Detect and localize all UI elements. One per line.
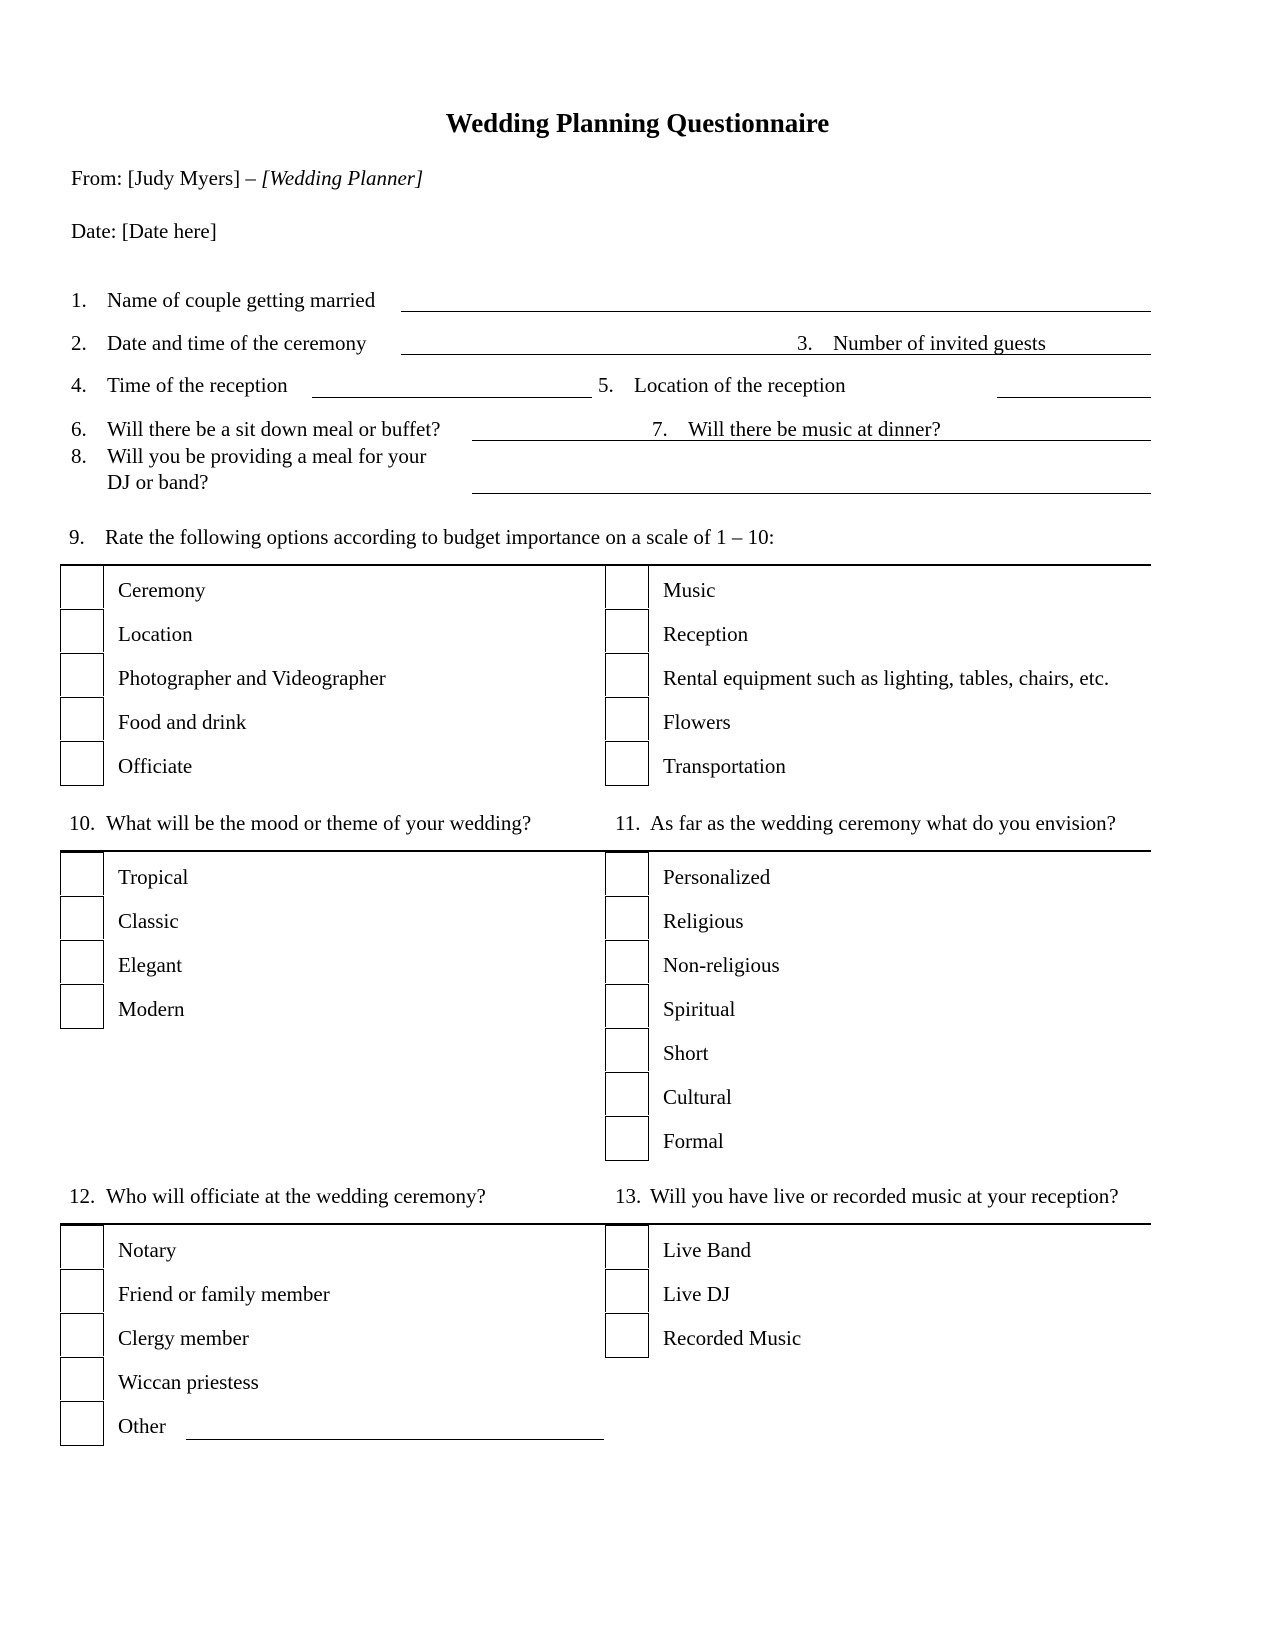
option-label: Notary xyxy=(118,1238,177,1262)
q9-label: Rate the following options according to budget importance on a scale of 1 – 10: xyxy=(105,525,775,549)
option-label: Rental equipment such as lighting, tables, chairs, etc. xyxy=(663,666,1110,690)
rating-box[interactable] xyxy=(60,653,104,696)
q8-label-line2: DJ or band? xyxy=(107,470,209,494)
q13-number: 13. xyxy=(615,1184,642,1208)
option-label: Classic xyxy=(118,909,179,933)
q8-label-line1: Will you be providing a meal for your xyxy=(107,444,427,468)
checkbox[interactable] xyxy=(60,896,104,939)
q13-label: Will you have live or recorded music at your reception? xyxy=(650,1184,1119,1208)
option-label: Officiate xyxy=(118,754,193,778)
option-label: Cultural xyxy=(663,1085,732,1109)
q10-number: 10. xyxy=(69,811,96,835)
q5-label: Location of the reception xyxy=(634,373,846,397)
q5-number: 5. xyxy=(598,373,614,397)
option-label: Flowers xyxy=(663,710,731,734)
q12-other-answer-line[interactable] xyxy=(186,1439,604,1440)
q4-label: Time of the reception xyxy=(107,373,288,397)
rating-box[interactable] xyxy=(605,653,649,696)
q2-label: Date and time of the ceremony xyxy=(107,331,367,355)
q4-answer-line[interactable] xyxy=(312,397,592,398)
rating-box[interactable] xyxy=(60,741,104,786)
option-label: Personalized xyxy=(663,865,771,889)
checkbox[interactable] xyxy=(60,984,104,1029)
q6-q7-answer-line[interactable] xyxy=(472,440,1151,441)
rating-box[interactable] xyxy=(605,697,649,740)
option-label: Clergy member xyxy=(118,1326,249,1350)
option-label: Recorded Music xyxy=(663,1326,802,1350)
q3-number: 3. xyxy=(797,331,813,355)
option-label: Tropical xyxy=(118,865,189,889)
q11-number: 11. xyxy=(615,811,641,835)
option-label: Reception xyxy=(663,622,749,646)
checkbox[interactable] xyxy=(60,852,104,895)
rating-box[interactable] xyxy=(60,609,104,652)
option-label: Other xyxy=(118,1414,166,1438)
rating-box[interactable] xyxy=(605,609,649,652)
q1-number: 1. xyxy=(71,288,87,312)
option-label: Spiritual xyxy=(663,997,736,1021)
q2-number: 2. xyxy=(71,331,87,355)
checkbox[interactable] xyxy=(605,1269,649,1312)
q6-label: Will there be a sit down meal or buffet? xyxy=(107,417,441,441)
checkbox[interactable] xyxy=(60,1357,104,1400)
q6-number: 6. xyxy=(71,417,87,441)
checkbox[interactable] xyxy=(60,940,104,983)
option-label: Live DJ xyxy=(663,1282,731,1306)
q7-number: 7. xyxy=(652,417,668,441)
option-label: Elegant xyxy=(118,953,183,977)
checkbox[interactable] xyxy=(60,1269,104,1312)
checkbox[interactable] xyxy=(605,1225,649,1268)
checkbox[interactable] xyxy=(605,896,649,939)
option-label: Transportation xyxy=(663,754,786,778)
q10-label: What will be the mood or theme of your wedding? xyxy=(106,811,532,835)
checkbox[interactable] xyxy=(605,852,649,895)
checkbox[interactable] xyxy=(60,1225,104,1268)
q5-answer-line[interactable] xyxy=(997,397,1151,398)
option-label: Location xyxy=(118,622,193,646)
option-label: Friend or family member xyxy=(118,1282,330,1306)
q1-answer-line[interactable] xyxy=(401,311,1151,312)
q3-label: Number of invited guests xyxy=(833,331,1046,355)
option-label: Short xyxy=(663,1041,709,1065)
q8-answer-line[interactable] xyxy=(472,493,1151,494)
checkbox[interactable] xyxy=(605,984,649,1027)
q4-number: 4. xyxy=(71,373,87,397)
option-label: Non-religious xyxy=(663,953,780,977)
q12-number: 12. xyxy=(69,1184,96,1208)
date-line: Date: [Date here] xyxy=(71,219,217,243)
q7-label: Will there be music at dinner? xyxy=(688,417,941,441)
rating-box[interactable] xyxy=(605,565,649,608)
option-label: Photographer and Videographer xyxy=(118,666,386,690)
q9-number: 9. xyxy=(69,525,85,549)
rating-box[interactable] xyxy=(60,697,104,740)
checkbox[interactable] xyxy=(60,1401,104,1446)
option-label: Religious xyxy=(663,909,744,933)
option-label: Live Band xyxy=(663,1238,752,1262)
rating-box[interactable] xyxy=(60,565,104,608)
q2-q3-answer-line[interactable] xyxy=(401,354,1151,355)
checkbox[interactable] xyxy=(60,1313,104,1356)
checkbox[interactable] xyxy=(605,940,649,983)
from-role: [Wedding Planner] xyxy=(261,166,424,190)
option-label: Music xyxy=(663,578,716,602)
from-line xyxy=(71,166,423,191)
page-title: Wedding Planning Questionnaire xyxy=(445,108,830,138)
option-label: Wiccan priestess xyxy=(118,1370,259,1394)
from-prefix: From: [Judy Myers] – xyxy=(71,166,262,190)
q12-label: Who will officiate at the wedding ceremony? xyxy=(106,1184,486,1208)
checkbox[interactable] xyxy=(605,1313,649,1358)
q1-label: Name of couple getting married xyxy=(107,288,376,312)
option-label: Formal xyxy=(663,1129,724,1153)
option-label: Modern xyxy=(118,997,185,1021)
option-label: Food and drink xyxy=(118,710,247,734)
rating-box[interactable] xyxy=(605,741,649,786)
checkbox[interactable] xyxy=(605,1028,649,1071)
checkbox[interactable] xyxy=(605,1116,649,1161)
checkbox[interactable] xyxy=(605,1072,649,1115)
option-label: Ceremony xyxy=(118,578,206,602)
q11-label: As far as the wedding ceremony what do you envision? xyxy=(650,811,1116,835)
q8-number: 8. xyxy=(71,444,87,468)
